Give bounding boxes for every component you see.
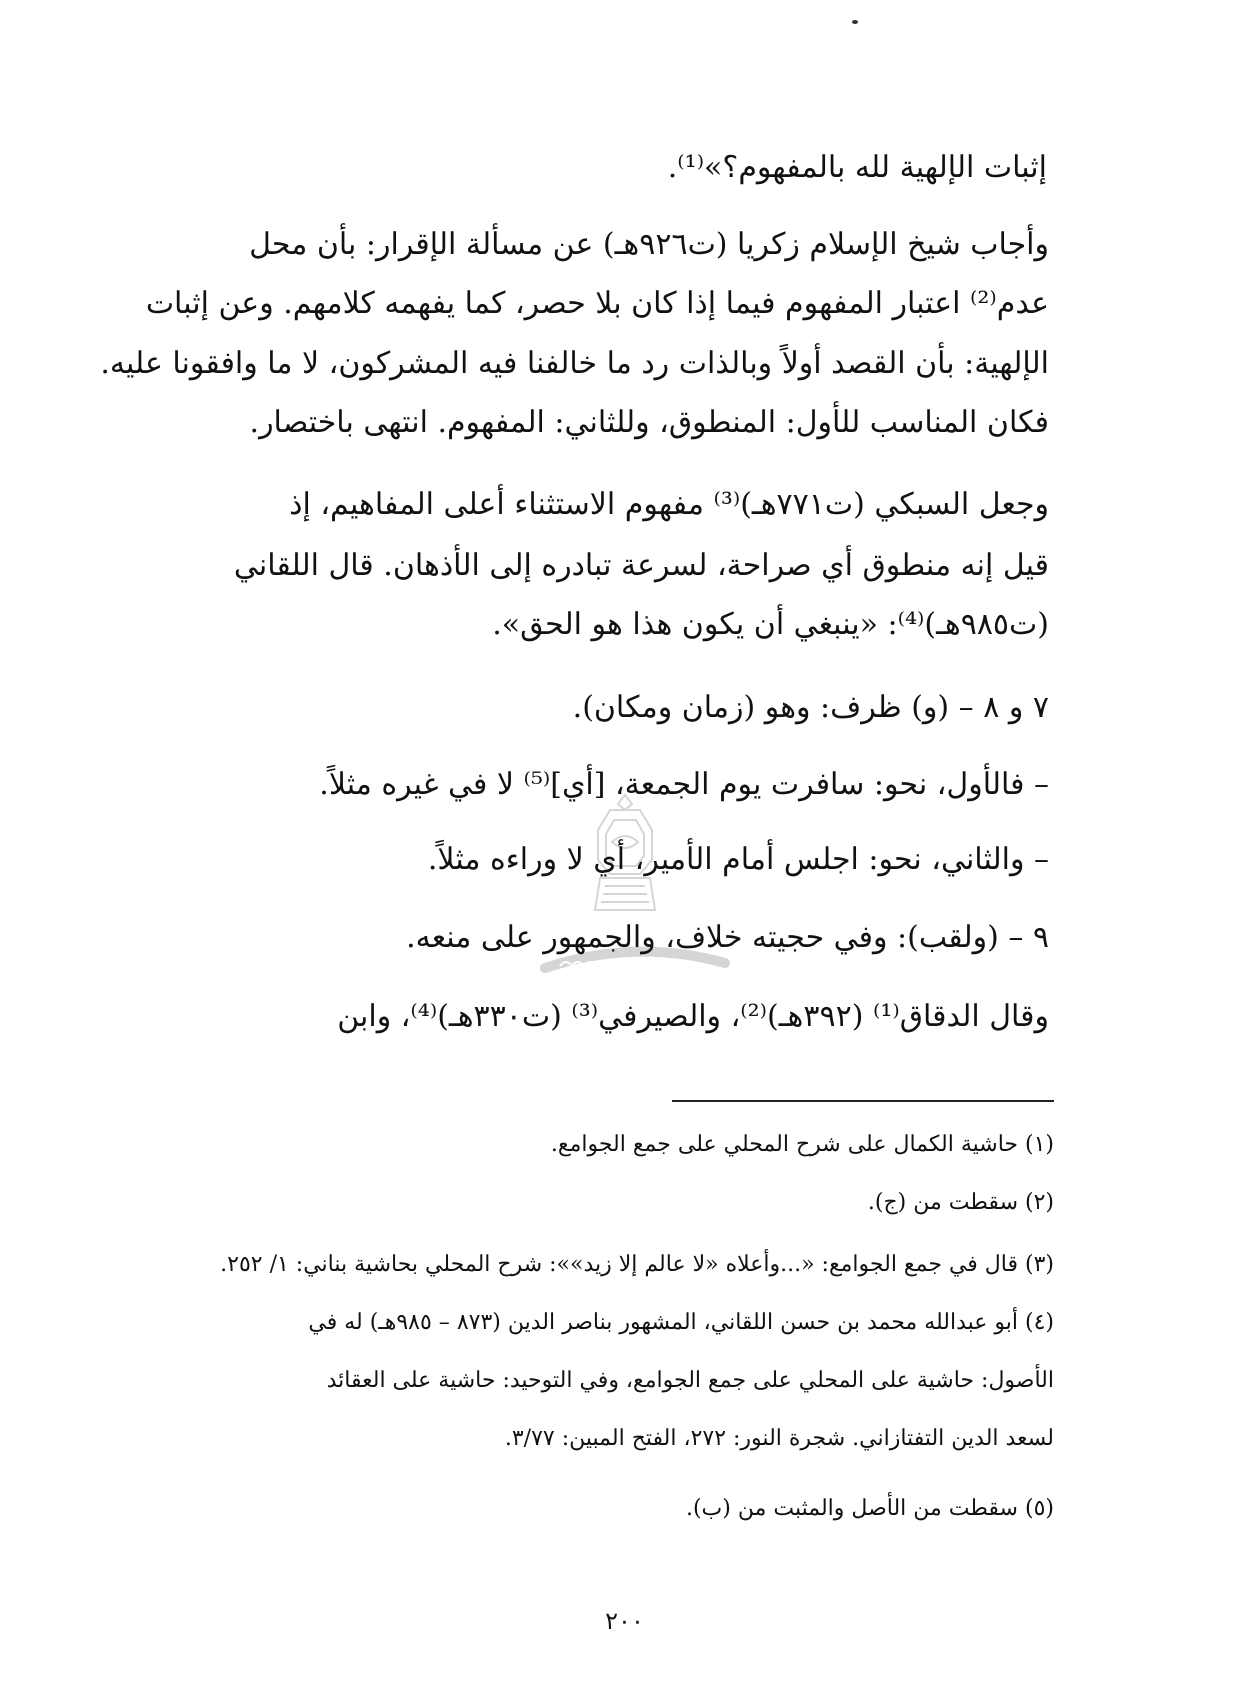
- body-line: عدم⁽²⁾ اعتبار المفهوم فيما إذا كان بلا حصر، كما يفهمه كلامهم. وعن إثبات: [145, 286, 1049, 321]
- scan-speck: [852, 20, 858, 24]
- footnote-line: (٢) سقطت من (ج).: [867, 1190, 1054, 1215]
- footnote-line: (٥) سقطت من الأصل والمثبت من (ب).: [685, 1496, 1054, 1521]
- footnote-line: (٤) أبو عبدالله محمد بن حسن اللقاني، المشهور بناصر الدين (٨٧٣ – ٩٨٥هـ) له في: [308, 1310, 1054, 1335]
- footnote-separator: [672, 1100, 1054, 1102]
- footnote-line: الأصول: حاشية على المحلي على جمع الجوامع، وفي التوحيد: حاشية على العقائد: [326, 1368, 1054, 1393]
- body-line: الإلهية: بأن القصد أولاً وبالذات رد ما خالفنا فيه المشركون، لا ما وافقونا عليه.: [100, 346, 1049, 381]
- body-line: – والثاني، نحو: اجلس أمام الأمير، أي لا وراءه مثلاً.: [427, 842, 1049, 877]
- body-line: وأجاب شيخ الإسلام زكريا (ت٩٢٦هـ) عن مسألة الإقرار: بأن محل: [249, 227, 1049, 262]
- body-line: – فالأول، نحو: سافرت يوم الجمعة، [أي]⁽⁵⁾ لا في غيره مثلاً.: [319, 767, 1049, 802]
- footnote-line: (٣) قال في جمع الجوامع: «...وأعلاه «لا عالم إلا زيد»»: شرح المحلي بحاشية بناني: ١/ ٢٥٢.: [220, 1252, 1054, 1277]
- body-line: ٧ و ٨ – (و) ظرف: وهو (زمان ومكان).: [572, 690, 1049, 725]
- footnote-line: (١) حاشية الكمال على شرح المحلي على جمع الجوامع.: [550, 1132, 1054, 1157]
- body-line: قيل إنه منطوق أي صراحة، لسرعة تبادره إلى الأذهان. قال اللقاني: [233, 548, 1049, 583]
- footnote-line: لسعد الدين التفتازاني. شجرة النور: ٢٧٢، الفتح المبين: ٣/٧٧.: [504, 1426, 1054, 1451]
- body-line: وقال الدقاق⁽¹⁾ (٣٩٢هـ)⁽²⁾، والصيرفي⁽³⁾ (ت٣٣٠هـ)⁽⁴⁾، وابن: [337, 999, 1049, 1034]
- body-line: (ت٩٨٥هـ)⁽⁴⁾: «ينبغي أن يكون هذا هو الحق».: [492, 607, 1049, 642]
- body-line: فكان المناسب للأول: المنطوق، وللثاني: المفهوم. انتهى باختصار.: [249, 405, 1049, 440]
- body-line: وجعل السبكي (ت٧٧١هـ)⁽³⁾ مفهوم الاستثناء أعلى المفاهيم، إذ: [289, 487, 1049, 522]
- page-number: ٢٠٠: [605, 1607, 644, 1635]
- body-line: إثبات الإلهية لله بالمفهوم؟»⁽¹⁾.: [667, 150, 1047, 185]
- body-line: ٩ – (ولقب): وفي حجيته خلاف، والجمهور على منعه.: [406, 920, 1049, 955]
